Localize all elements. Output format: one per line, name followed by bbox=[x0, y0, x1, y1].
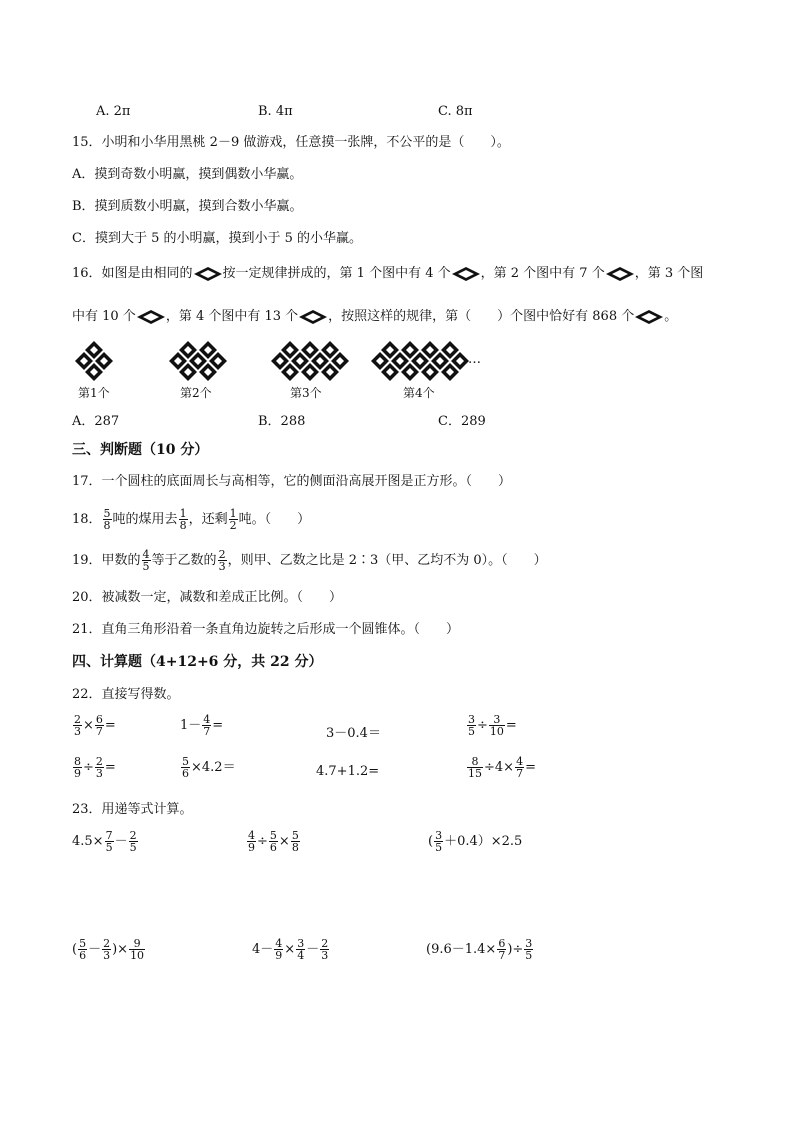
q19-text: 19．甲数的 bbox=[72, 553, 141, 568]
q16-text: ，按照这样的规律，第（ ）个图中恰好有 868 个 bbox=[328, 309, 635, 324]
q22-item: $\frac{2}{3}$ × $\frac{6}{7}$ = bbox=[74, 713, 116, 738]
section-title: 四、计算题（4+12+6 分，共 22 分） bbox=[72, 654, 323, 670]
q23-expression: $\frac{4}{9}$ ÷ $\frac{5}{6}$ × $\frac{5}{8}$ bbox=[248, 829, 299, 854]
figure-label: 第2个 bbox=[180, 386, 212, 400]
q16-option-c: C．289 bbox=[438, 414, 486, 429]
q23-expression: 4.5× $\frac{7}{5}$ － $\frac{2}{5}$ bbox=[72, 829, 137, 854]
q16-ellipsis: … bbox=[468, 352, 481, 367]
diamond-icon bbox=[193, 266, 223, 282]
q16-pattern-figure bbox=[70, 340, 490, 386]
q21: 21．直角三角形沿着一条直角边旋转之后形成一个圆锥体。（ ） bbox=[72, 622, 460, 637]
q19 bbox=[72, 545, 547, 577]
q23-expression: ( $\frac{5}{6}$ － $\frac{2}{3}$ )× $\frac{9}{10}$ bbox=[72, 937, 145, 962]
q22-item: $\frac{8}{15}$ ÷4× $\frac{4}{7}$ = bbox=[468, 755, 536, 780]
q15-option-a: A．摸到奇数小明赢，摸到偶数小华赢。 bbox=[72, 167, 303, 182]
diamond-icon bbox=[605, 266, 635, 282]
diamond-icon bbox=[634, 309, 664, 325]
q22-item: 4.7+1.2= bbox=[316, 764, 380, 779]
q23-expression: ( $\frac{3}{5}$ ＋0.4）×2.5 bbox=[428, 829, 523, 854]
q22-item: 3－0.4＝ bbox=[326, 726, 381, 741]
figure-3 bbox=[271, 341, 349, 381]
q16-line1 bbox=[72, 264, 703, 284]
q17: 17．一个圆柱的底面周长与高相等，它的侧面沿高展开图是正方形。（ ） bbox=[72, 474, 512, 489]
q16-text: 。 bbox=[664, 309, 678, 324]
q14-option-a: A. 2π bbox=[96, 104, 131, 119]
figure-2 bbox=[169, 341, 227, 381]
q16-line2 bbox=[72, 307, 677, 327]
q16-text: ，第 3 个图 bbox=[634, 266, 704, 281]
figure-label: 第4个 bbox=[403, 386, 435, 400]
q23-stem: 23．用递等式计算。 bbox=[72, 802, 193, 817]
q16-text: 16．如图是由相同的 bbox=[72, 266, 193, 281]
fraction: $\frac{1}{2}$ bbox=[229, 507, 237, 532]
q18-prefix: 18． bbox=[72, 512, 102, 527]
q16-text: 按一定规律拼成的，第 1 个图中有 4 个 bbox=[222, 266, 451, 281]
diamond-icon bbox=[298, 309, 328, 325]
q15-stem: 15．小明和小华用黑桃 2－9 做游戏，任意摸一张牌，不公平的是（ ）。 bbox=[72, 135, 510, 150]
q16-text: 中有 10 个 bbox=[72, 309, 136, 324]
q19-text: 等于乙数的 bbox=[151, 553, 217, 568]
q15-option-b: B．摸到质数小明赢，摸到合数小华赢。 bbox=[72, 199, 303, 214]
q14-option-c: C. 8π bbox=[438, 104, 473, 119]
q22-item: $\frac{8}{9}$ ÷ $\frac{2}{3}$ = bbox=[74, 755, 116, 780]
q22-item: 1－ $\frac{4}{7}$ = bbox=[180, 713, 224, 738]
fraction: $\frac{5}{8}$ bbox=[103, 507, 111, 532]
q23-expression: (9.6－1.4× $\frac{6}{7}$ )÷ $\frac{3}{5}$ bbox=[426, 937, 533, 962]
q18-text: 吨。（ ） bbox=[238, 512, 311, 527]
q22-item: $\frac{5}{6}$ ×4.2＝ bbox=[182, 755, 236, 780]
q22-item: $\frac{3}{5}$ ÷ $\frac{3}{10}$ = bbox=[468, 713, 517, 738]
fraction: $\frac{2}{3}$ bbox=[218, 548, 226, 573]
diamond-icon bbox=[451, 266, 481, 282]
q16-option-a: A．287 bbox=[72, 414, 120, 429]
q16-text: ，第 2 个图中有 7 个 bbox=[480, 266, 605, 281]
q18 bbox=[72, 504, 310, 536]
q14-option-b: B. 4π bbox=[258, 104, 293, 119]
q19-text: ，则甲、乙数之比是 2∶3（甲、乙均不为 0）。（ ） bbox=[227, 553, 547, 568]
figure-1 bbox=[75, 341, 113, 381]
q22-stem: 22．直接写得数。 bbox=[72, 687, 180, 702]
fraction: $\frac{4}{5}$ bbox=[142, 548, 150, 573]
diamond-icon bbox=[136, 309, 166, 325]
q23-expression: 4－ $\frac{4}{9}$ × $\frac{3}{4}$ － $\frac{2}{3}$ bbox=[252, 937, 329, 962]
figure-label: 第3个 bbox=[290, 386, 322, 400]
section-title: 三、判断题（10 分） bbox=[72, 442, 209, 458]
q16-option-b: B．288 bbox=[258, 414, 306, 429]
q16-text: ，第 4 个图中有 13 个 bbox=[165, 309, 299, 324]
q18-text: 吨的煤用去 bbox=[112, 512, 178, 527]
q20: 20．被减数一定，减数和差成正比例。（ ） bbox=[72, 590, 343, 605]
q18-text: ，还剩 bbox=[188, 512, 228, 527]
figure-label: 第1个 bbox=[78, 386, 110, 400]
q15-option-c: C．摸到大于 5 的小明赢，摸到小于 5 的小华赢。 bbox=[72, 231, 363, 246]
fraction: $\frac{1}{8}$ bbox=[179, 507, 187, 532]
figure-4 bbox=[371, 341, 469, 381]
